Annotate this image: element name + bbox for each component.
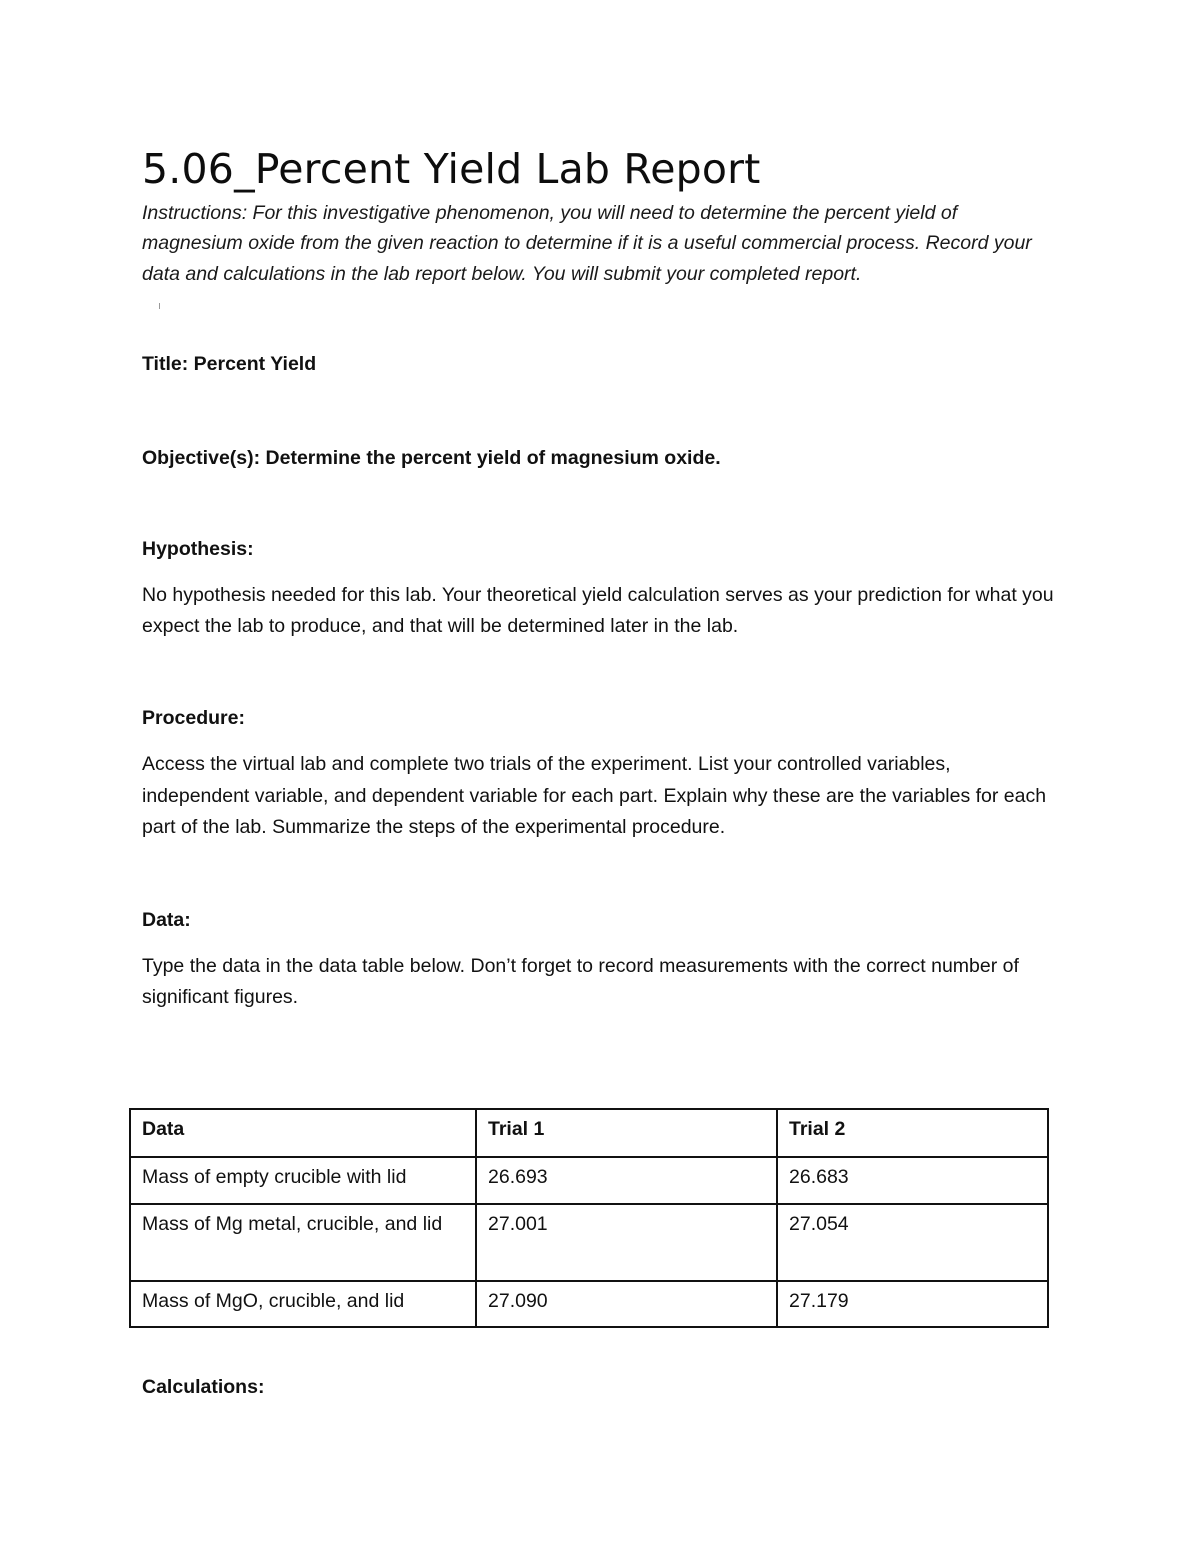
table-cell[interactable]: 26.693 (476, 1157, 777, 1204)
procedure-heading: Procedure: (142, 707, 245, 730)
table-cell[interactable]: Mass of empty crucible with lid (130, 1157, 476, 1204)
title-line: Title: Percent Yield (142, 352, 317, 375)
table-cell[interactable]: Mass of Mg metal, crucible, and lid (130, 1204, 476, 1281)
table-cell[interactable]: 27.090 (476, 1281, 777, 1327)
table-header-cell[interactable]: Data (130, 1109, 476, 1157)
data-heading: Data: (142, 908, 191, 931)
data-table (129, 1108, 1049, 1328)
table-cell[interactable]: 27.179 (777, 1281, 1048, 1327)
table-header-row (130, 1109, 1048, 1157)
document-body (142, 140, 1062, 1013)
table-header-cell[interactable]: Trial 2 (777, 1109, 1048, 1157)
table-row (130, 1204, 1048, 1281)
objective-line: Objective(s): Determine the percent yield of magnesium oxide. (142, 446, 721, 469)
calculations-heading: Calculations: (142, 1376, 265, 1398)
procedure-text: Access the virtual lab and complete two trials of the experiment. List your controlled variables, independent variable, and dependent variable for each part. Explain why these are the variables for each part of the lab. Summarize the steps of the experimental procedure. (142, 753, 1047, 838)
data-text: Type the data in the data table below. Don’t forget to record measurements with the correct number of significant figures. (142, 954, 1019, 1009)
table-cell[interactable]: 26.683 (777, 1157, 1048, 1204)
hypothesis-text: No hypothesis needed for this lab. Your theoretical yield calculation serves as your prediction for what you expect the lab to produce, and that will be determined later in the lab. (142, 583, 1054, 638)
table-cell[interactable]: 27.054 (777, 1204, 1048, 1281)
data-table-container (129, 1108, 1049, 1328)
table-cell[interactable]: 27.001 (476, 1204, 777, 1281)
instructions-paragraph: Instructions: For this investigative phenomenon, you will need to determine the percent yield of magnesium oxide from the given reaction to determine if it is a useful commercial process. Record your data and calculations in the lab report below. You will submit your completed report. (142, 202, 1032, 285)
table-row (130, 1157, 1048, 1204)
hypothesis-heading: Hypothesis: (142, 537, 254, 560)
table-cell[interactable]: Mass of MgO, crucible, and lid (130, 1281, 476, 1327)
page-title: 5.06_Percent Yield Lab Report (142, 145, 761, 193)
table-header-cell[interactable]: Trial 1 (476, 1109, 777, 1157)
table-row (130, 1281, 1048, 1327)
stray-mark (159, 303, 160, 309)
